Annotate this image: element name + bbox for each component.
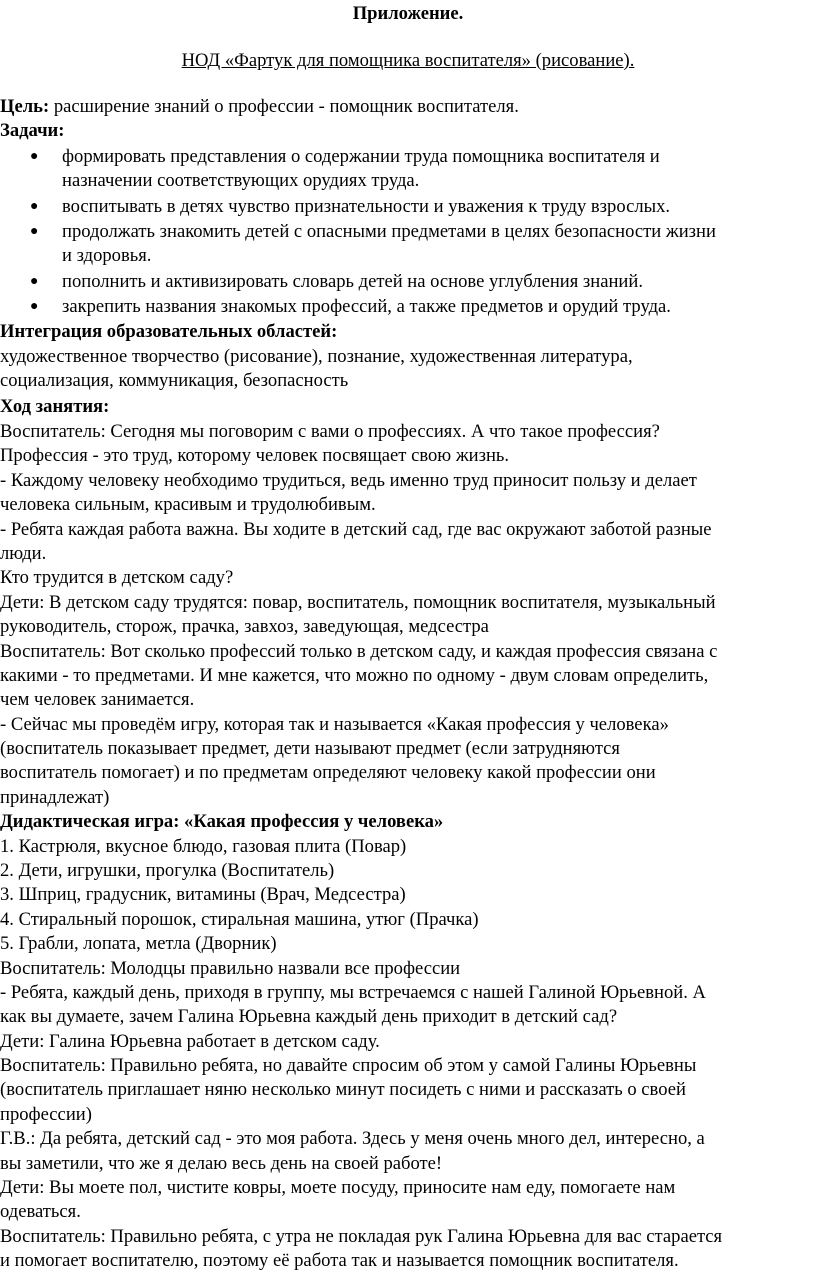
goal-label: Цель:	[0, 96, 50, 117]
game-line: - Ребята, каждый день, приходя в группу, мы встречаемся с нашей Галиной Юрьевной. А	[0, 982, 706, 1003]
bullet-icon: ●	[30, 224, 39, 239]
tasks-heading: Задачи:	[0, 120, 65, 141]
integration-line: социализация, коммуникация, безопасность	[0, 370, 349, 391]
game-line: и помогает воспитателю, поэтому её работа так и называется помощник воспитателя.	[0, 1250, 679, 1271]
bullet-icon: ●	[30, 149, 39, 164]
goal-paragraph	[0, 95, 519, 119]
lesson-line: (воспитатель показывает предмет, дети называют предмет (если затрудняются	[0, 738, 620, 759]
lesson-line: Кто трудится в детском саду?	[0, 567, 234, 588]
lesson-line: воспитатель помогает) и по предметам определяют человеку какой профессии они	[0, 762, 656, 783]
lesson-line: люди.	[0, 543, 47, 564]
game-line: Воспитатель: Молодцы правильно назвали все профессии	[0, 958, 461, 979]
game-line: Дети: Галина Юрьевна работает в детском саду.	[0, 1031, 380, 1052]
game-line: 2. Дети, игрушки, прогулка (Воспитатель)	[0, 860, 335, 881]
game-line: профессии)	[0, 1104, 92, 1125]
lesson-line: руководитель, сторож, прачка, завхоз, заведующая, медсестра	[0, 616, 489, 637]
game-line: 1. Кастрюля, вкусное блюдо, газовая плита (Повар)	[0, 836, 407, 857]
bullet-icon: ●	[30, 274, 39, 289]
lesson-line: Воспитатель: Вот сколько профессий только в детском саду, и каждая профессия связана с	[0, 641, 718, 662]
game-line: как вы думаете, зачем Галина Юрьевна каждый день приходит в детский сад?	[0, 1006, 618, 1027]
lesson-line: Дети: В детском саду трудятся: повар, воспитатель, помощник воспитателя, музыкальный	[0, 592, 716, 613]
goal-text: расширение знаний о профессии - помощник воспитателя.	[49, 96, 519, 117]
lesson-line: чем человек занимается.	[0, 689, 195, 710]
lesson-line: Профессия - это труд, которому человек посвящает свою жизнь.	[0, 445, 510, 466]
bullet-icon: ●	[30, 199, 39, 214]
lesson-line: - Сейчас мы проведём игру, которая так и называется «Какая профессия у человека»	[0, 714, 669, 735]
game-line: Воспитатель: Правильно ребята, с утра не покладая рук Галина Юрьевна для вас старается	[0, 1226, 723, 1247]
game-line: Г.В.: Да ребята, детский сад - это моя работа. Здесь у меня очень много дел, интересно, а	[0, 1128, 705, 1149]
game-line: (воспитатель приглашает няню несколько минут посидеть с ними и рассказать о своей	[0, 1079, 686, 1100]
lesson-line: принадлежат)	[0, 787, 110, 808]
game-line: 3. Шприц, градусник, витамины (Врач, Медсестра)	[0, 884, 406, 905]
document-subtitle: НОД «Фартук для помощника воспитателя» (рисование).	[181, 50, 635, 71]
lesson-heading: Ход занятия:	[0, 396, 110, 417]
lesson-line: человека сильным, красивым и трудолюбивым.	[0, 494, 376, 515]
game-line: 4. Стиральный порошок, стиральная машина, утюг (Прачка)	[0, 909, 479, 930]
game-line: 5. Грабли, лопата, метла (Дворник)	[0, 933, 277, 954]
game-line: вы заметили, что же я делаю весь день на своей работе!	[0, 1153, 443, 1174]
document-page: Приложение. НОД «Фартук для помощника воспитателя» (рисование). Цель: расширение знаний о профессии - помощник воспитателя. Задачи: ● формировать представления о содержании труда помощника воспитателя и назначении соответствующих орудиях труда. ● воспитывать в детях чувство признательности и уважения к труду взрослых. ● продолжать знакомить детей с опасными предметами в целях безопасности жизни и здоровья. ● пополнить и активизировать словарь детей на основе углубления знаний. ● закрепить названия знакомых профессий, а также предметов и орудий труда. Интеграция образовательных областей: художественное творчество (рисование), познание, художественная литература, социализация, коммуникация, безопасность Ход занятия: Воспитатель: Сегодня мы поговорим с вами о профессиях. А что такое профессия? Профессия - это труд, которому человек посвящает свою жизнь. - Каждому человеку необходимо трудиться, ведь именно труд приносит пользу и делает человека сильным, красивым и трудолюбивым. - Ребята каждая работа важна. Вы ходите в детский сад, где вас окружают заботой разные люди. Кто трудится в детском саду? Дети: В детском саду трудятся: повар, воспитатель, помощник воспитателя, музыкальный руководитель, сторож, прачка, завхоз, заведующая, медсестра Воспитатель: Вот сколько профессий только в детском саду, и каждая профессия связана с какими - то предметами. И мне кажется, что можно по одному - двум словам определить, чем человек занимается. - Сейчас мы проведём игру, которая так и называется «Какая профессия у человека» (воспитатель показывает предмет, дети называют предмет (если затрудняются воспитатель помогает) и по предметам определяют человеку какой профессии они принадлежат) Дидактическая игра: «Какая профессия у человека» 1. Кастрюля, вкусное блюдо, газовая плита (Повар) 2. Дети, игрушки, прогулка (Воспитатель) 3. Шприц, градусник, витамины (Врач, Медсестра) 4. Стиральный порошок, стиральная машина, утюг (Прачка) 5. Грабли, лопата, метла (Дворник) Воспитатель: Молодцы правильно назвали все профессии - Ребята, каждый день, приходя в группу, мы встречаемся с нашей Галиной Юрьевной. А как вы думаете, зачем Галина Юрьевна каждый день приходит в детский сад? Дети: Галина Юрьевна работает в детском саду. Воспитатель: Правильно ребята, но давайте спросим об этом у самой Галины Юрьевны (воспитатель приглашает няню несколько минут посидеть с ними и рассказать о своей профессии) Г.В.: Да ребята, детский сад - это моя работа. Здесь у меня очень много дел, интересно, а вы заметили, что же я делаю весь день на своей работе! Дети: Вы моете пол, чистите ковры, моете посуду, приносите нам еду, помогаете нам одеваться. Воспитатель: Правильно ребята, с утра не покладая рук Галина Юрьевна для вас старается и помогает воспитателю, поэтому её работа так и называется помощник воспитателя.	[0, 0, 816, 1264]
integration-heading: Интеграция образовательных областей:	[0, 321, 338, 342]
lesson-line: - Каждому человеку необходимо трудиться, ведь именно труд приносит пользу и делает	[0, 470, 697, 491]
game-line: Дети: Вы моете пол, чистите ковры, моете посуду, приносите нам еду, помогаете нам	[0, 1177, 676, 1198]
game-heading: Дидактическая игра: «Какая профессия у человека»	[0, 811, 444, 832]
game-line: одеваться.	[0, 1201, 81, 1222]
lesson-line: какими - то предметами. И мне кажется, что можно по одному - двум словам определить,	[0, 665, 709, 686]
bullet-icon: ●	[30, 299, 39, 314]
game-line: Воспитатель: Правильно ребята, но давайте спросим об этом у самой Галины Юрьевны	[0, 1055, 697, 1076]
lesson-line: Воспитатель: Сегодня мы поговорим с вами о профессиях. А что такое профессия?	[0, 421, 660, 442]
integration-line: художественное творчество (рисование), познание, художественная литература,	[0, 346, 633, 367]
lesson-line: - Ребята каждая работа важна. Вы ходите в детский сад, где вас окружают заботой разные	[0, 519, 712, 540]
document-title: Приложение.	[352, 3, 464, 24]
